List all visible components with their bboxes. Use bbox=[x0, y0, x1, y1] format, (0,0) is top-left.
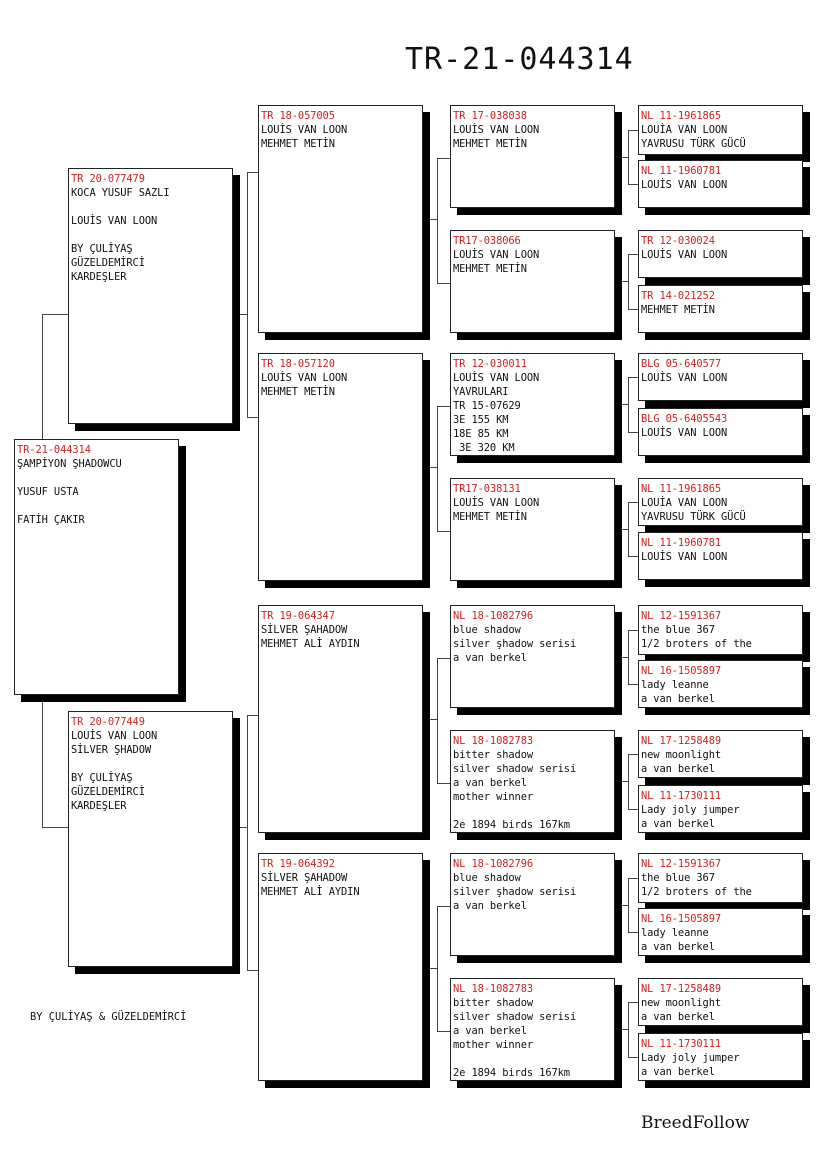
connector-line bbox=[437, 658, 450, 659]
card-line: TR 15-07629 bbox=[453, 400, 521, 412]
pedigree-card-g3f[interactable] bbox=[450, 730, 615, 833]
ring-number: NL 18-1082783 bbox=[453, 983, 534, 995]
card-line: LOUİS VAN LOON bbox=[453, 124, 540, 136]
connector-line bbox=[628, 130, 638, 131]
pedigree-card-g4n[interactable] bbox=[638, 908, 803, 956]
connector-line bbox=[42, 695, 43, 827]
ring-number: TR 12-030024 bbox=[641, 235, 715, 247]
card-line: bitter shadow bbox=[453, 749, 534, 761]
card-line bbox=[17, 499, 178, 513]
pedigree-card-g4i[interactable] bbox=[638, 605, 803, 655]
card-line: YAVRUSU TÜRK GÜCÜ bbox=[641, 138, 746, 150]
connector-line bbox=[437, 658, 438, 783]
connector-line bbox=[628, 184, 638, 185]
connector-line bbox=[437, 783, 450, 784]
card-line bbox=[17, 471, 178, 485]
pedigree-card-g4p[interactable] bbox=[638, 1033, 803, 1081]
ring-number: NL 11-1960781 bbox=[641, 537, 722, 549]
card-line: a van berkel bbox=[453, 652, 527, 664]
card-line: LOUİS VAN LOON bbox=[261, 124, 348, 136]
connector-line bbox=[247, 970, 258, 971]
ring-number: NL 18-1082796 bbox=[453, 858, 534, 870]
card-line bbox=[71, 228, 232, 242]
ring-number: BLG 05-6405543 bbox=[641, 413, 728, 425]
card-line: LOUİS VAN LOON bbox=[71, 215, 158, 227]
connector-line bbox=[430, 467, 438, 468]
card-line: LOUİS VAN LOON bbox=[453, 372, 540, 384]
connector-line bbox=[430, 719, 438, 720]
card-line: silver şhadow serisi bbox=[453, 638, 577, 650]
card-line: BY ÇULİYAŞ bbox=[71, 772, 133, 784]
card-line: YAVRUSU TÜRK GÜCÜ bbox=[641, 511, 746, 523]
pedigree-card-g4d[interactable] bbox=[638, 285, 803, 333]
ring-number: NL 17-1258489 bbox=[641, 735, 722, 747]
connector-line bbox=[628, 1057, 638, 1058]
pedigree-title: TR-21-044314 bbox=[405, 42, 634, 77]
card-line: SİLVER ŞAHADOW bbox=[261, 624, 348, 636]
connector-line bbox=[622, 404, 629, 405]
connector-line bbox=[622, 781, 629, 782]
connector-line bbox=[42, 314, 43, 439]
card-line: 1/2 broters of the bbox=[641, 638, 752, 650]
connector-line bbox=[628, 754, 638, 755]
connector-line bbox=[437, 1031, 450, 1032]
connector-line bbox=[430, 219, 438, 220]
card-line: YUSUF USTA bbox=[17, 486, 79, 498]
card-line: blue shadow bbox=[453, 872, 521, 884]
pedigree-card-g4m[interactable] bbox=[638, 853, 803, 903]
connector-line bbox=[628, 932, 638, 933]
ring-number: TR17-038131 bbox=[453, 483, 521, 495]
card-line: a van berkel bbox=[453, 900, 527, 912]
card-line: a van berkel bbox=[641, 1011, 715, 1023]
pedigree-card-g2a[interactable] bbox=[258, 105, 423, 333]
connector-line bbox=[247, 172, 258, 173]
card-line: MEHMET METİN bbox=[453, 138, 527, 150]
ring-number: TR-21-044314 bbox=[17, 444, 91, 456]
ring-number: NL 12-1591367 bbox=[641, 858, 722, 870]
pedigree-card-g4f[interactable] bbox=[638, 408, 803, 456]
card-line: LOUİA VAN LOON bbox=[641, 497, 728, 509]
pedigree-card-g0[interactable] bbox=[14, 439, 179, 695]
ring-number: NL 17-1258489 bbox=[641, 983, 722, 995]
pedigree-card-g3e[interactable] bbox=[450, 605, 615, 708]
card-line bbox=[71, 757, 232, 771]
card-line: GÜZELDEMİRCİ bbox=[71, 257, 145, 269]
ring-number: TR 17-038038 bbox=[453, 110, 527, 122]
connector-line bbox=[437, 406, 450, 407]
ring-number: NL 18-1082796 bbox=[453, 610, 534, 622]
connector-line bbox=[437, 283, 450, 284]
connector-line bbox=[42, 314, 68, 315]
card-line: KOCA YUSUF SAZLI bbox=[71, 187, 170, 199]
card-line: a van berkel bbox=[453, 777, 527, 789]
card-line: MEHMET METİN bbox=[261, 138, 335, 150]
card-line: silver şhadow serisi bbox=[453, 886, 577, 898]
brand-logo-text: BreedFollow bbox=[641, 1113, 750, 1133]
connector-line bbox=[437, 906, 450, 907]
card-line: MEHMET ALİ AYDIN bbox=[261, 886, 360, 898]
card-line: 2e 1894 birds 167km bbox=[453, 1067, 570, 1079]
ring-number: TR 14-021252 bbox=[641, 290, 715, 302]
pedigree-card-g4e[interactable] bbox=[638, 353, 803, 401]
pedigree-card-g4c[interactable] bbox=[638, 230, 803, 278]
card-line: YAVRULARI bbox=[453, 386, 509, 398]
card-line: 18E 85 KM bbox=[453, 428, 509, 440]
connector-line bbox=[628, 1002, 638, 1003]
ring-number: BLG 05-640577 bbox=[641, 358, 722, 370]
card-line: a van berkel bbox=[641, 941, 715, 953]
card-line: MEHMET METİN bbox=[641, 304, 715, 316]
ring-number: TR 20-077449 bbox=[71, 716, 145, 728]
connector-line bbox=[437, 158, 450, 159]
connector-line bbox=[628, 377, 638, 378]
card-line: 3E 155 KM bbox=[453, 414, 509, 426]
card-line: 1/2 broters of the bbox=[641, 886, 752, 898]
connector-line bbox=[240, 827, 248, 828]
connector-line bbox=[628, 254, 638, 255]
card-line: GÜZELDEMİRCİ bbox=[71, 786, 145, 798]
card-line: new moonlight bbox=[641, 749, 722, 761]
card-line: KARDEŞLER bbox=[71, 271, 127, 283]
connector-line bbox=[247, 715, 248, 970]
card-line: a van berkel bbox=[641, 1066, 715, 1078]
connector-line bbox=[628, 809, 638, 810]
connector-line bbox=[622, 281, 629, 282]
pedigree-card-g4j[interactable] bbox=[638, 660, 803, 708]
ring-number: NL 11-1730111 bbox=[641, 1038, 722, 1050]
breeder-footer: BY ÇULİYAŞ & GÜZELDEMİRCİ bbox=[30, 1011, 187, 1023]
pedigree-card-g1b[interactable] bbox=[68, 711, 233, 967]
pedigree-card-g1a[interactable] bbox=[68, 168, 233, 424]
pedigree-card-g4b[interactable] bbox=[638, 160, 803, 208]
ring-number: NL 11-1961865 bbox=[641, 110, 722, 122]
connector-line bbox=[628, 556, 638, 557]
pedigree-card-g4g[interactable] bbox=[638, 478, 803, 526]
pedigree-card-g4k[interactable] bbox=[638, 730, 803, 778]
pedigree-card-g4h[interactable] bbox=[638, 532, 803, 580]
pedigree-card-g4a[interactable] bbox=[638, 105, 803, 155]
connector-line bbox=[247, 172, 248, 417]
card-line: bitter shadow bbox=[453, 997, 534, 1009]
ring-number: NL 18-1082783 bbox=[453, 735, 534, 747]
card-line: MEHMET METİN bbox=[453, 263, 527, 275]
card-line: KARDEŞLER bbox=[71, 800, 127, 812]
ring-number: TR 18-057005 bbox=[261, 110, 335, 122]
pedigree-card-g4l[interactable] bbox=[638, 785, 803, 833]
card-line: 3E 320 KM bbox=[453, 442, 515, 454]
ring-number: TR 19-064392 bbox=[261, 858, 335, 870]
card-line: SİLVER ŞHADOW bbox=[71, 744, 152, 756]
card-line: MEHMET METİN bbox=[453, 511, 527, 523]
pedigree-card-g4o[interactable] bbox=[638, 978, 803, 1026]
connector-line bbox=[42, 827, 68, 828]
card-line bbox=[453, 804, 614, 818]
ring-number: TR 20-077479 bbox=[71, 173, 145, 185]
ring-number: NL 16-1505897 bbox=[641, 913, 722, 925]
card-line: mother winner bbox=[453, 791, 534, 803]
card-line: a van berkel bbox=[641, 763, 715, 775]
connector-line bbox=[628, 502, 638, 503]
pedigree-card-g3h[interactable] bbox=[450, 978, 615, 1081]
pedigree-card-g2d[interactable] bbox=[258, 853, 423, 1081]
card-line: lady leanne bbox=[641, 927, 709, 939]
card-line bbox=[453, 1052, 614, 1066]
connector-line bbox=[628, 432, 638, 433]
connector-line bbox=[437, 406, 438, 531]
card-line: MEHMET ALİ AYDIN bbox=[261, 638, 360, 650]
card-line: a van berkel bbox=[453, 1025, 527, 1037]
ring-number: NL 11-1961865 bbox=[641, 483, 722, 495]
card-line: LOUİS VAN LOON bbox=[453, 497, 540, 509]
connector-line bbox=[628, 878, 638, 879]
card-line: ŞAMPİYON ŞHADOWCU bbox=[17, 458, 122, 470]
card-line: Lady joly jumper bbox=[641, 804, 740, 816]
connector-line bbox=[622, 529, 629, 530]
card-line: the blue 367 bbox=[641, 624, 715, 636]
card-line: 2e 1894 birds 167km bbox=[453, 819, 570, 831]
card-line: LOUİS VAN LOON bbox=[641, 249, 728, 261]
card-line: the blue 367 bbox=[641, 872, 715, 884]
pedigree-card-g3b[interactable] bbox=[450, 230, 615, 333]
card-line: LOUİS VAN LOON bbox=[641, 551, 728, 563]
card-line: new moonlight bbox=[641, 997, 722, 1009]
connector-line bbox=[628, 309, 638, 310]
card-line bbox=[71, 200, 232, 214]
pedigree-card-g2b[interactable] bbox=[258, 353, 423, 581]
connector-line bbox=[628, 630, 638, 631]
pedigree-card-g3c[interactable] bbox=[450, 353, 615, 456]
card-line: blue shadow bbox=[453, 624, 521, 636]
ring-number: TR 19-064347 bbox=[261, 610, 335, 622]
card-line: LOUİS VAN LOON bbox=[453, 249, 540, 261]
card-line: a van berkel bbox=[641, 818, 715, 830]
connector-line bbox=[622, 1029, 629, 1030]
ring-number: NL 12-1591367 bbox=[641, 610, 722, 622]
connector-line bbox=[430, 968, 438, 969]
card-line: Lady joly jumper bbox=[641, 1052, 740, 1064]
card-line: a van berkel bbox=[641, 693, 715, 705]
connector-line bbox=[622, 657, 629, 658]
ring-number: NL 11-1960781 bbox=[641, 165, 722, 177]
pedigree-card-g3d[interactable] bbox=[450, 478, 615, 581]
ring-number: NL 16-1505897 bbox=[641, 665, 722, 677]
ring-number: TR 18-057120 bbox=[261, 358, 335, 370]
connector-line bbox=[437, 531, 450, 532]
connector-line bbox=[247, 417, 258, 418]
card-line: LOUİS VAN LOON bbox=[261, 372, 348, 384]
card-line: LOUİA VAN LOON bbox=[641, 124, 728, 136]
card-line: mother winner bbox=[453, 1039, 534, 1051]
card-line: lady leanne bbox=[641, 679, 709, 691]
ring-number: NL 11-1730111 bbox=[641, 790, 722, 802]
card-line: FATİH ÇAKIR bbox=[17, 514, 85, 526]
card-line: LOUİS VAN LOON bbox=[641, 427, 728, 439]
ring-number: TR17-038066 bbox=[453, 235, 521, 247]
connector-line bbox=[437, 158, 438, 283]
card-line: SİLVER ŞAHADOW bbox=[261, 872, 348, 884]
pedigree-card-g2c[interactable] bbox=[258, 605, 423, 833]
ring-number: TR 12-030011 bbox=[453, 358, 527, 370]
card-line: LOUİS VAN LOON bbox=[641, 179, 728, 191]
card-line: LOUİS VAN LOON bbox=[71, 730, 158, 742]
card-line: silver shadow serisi bbox=[453, 1011, 577, 1023]
card-line: MEHMET METİN bbox=[261, 386, 335, 398]
connector-line bbox=[240, 314, 248, 315]
pedigree-card-g3g[interactable] bbox=[450, 853, 615, 956]
card-line: LOUİS VAN LOON bbox=[641, 372, 728, 384]
card-line: silver shadow serisi bbox=[453, 763, 577, 775]
pedigree-card-g3a[interactable] bbox=[450, 105, 615, 208]
connector-line bbox=[628, 684, 638, 685]
connector-line bbox=[247, 715, 258, 716]
connector-line bbox=[622, 905, 629, 906]
card-line: BY ÇULİYAŞ bbox=[71, 243, 133, 255]
connector-line bbox=[622, 157, 629, 158]
